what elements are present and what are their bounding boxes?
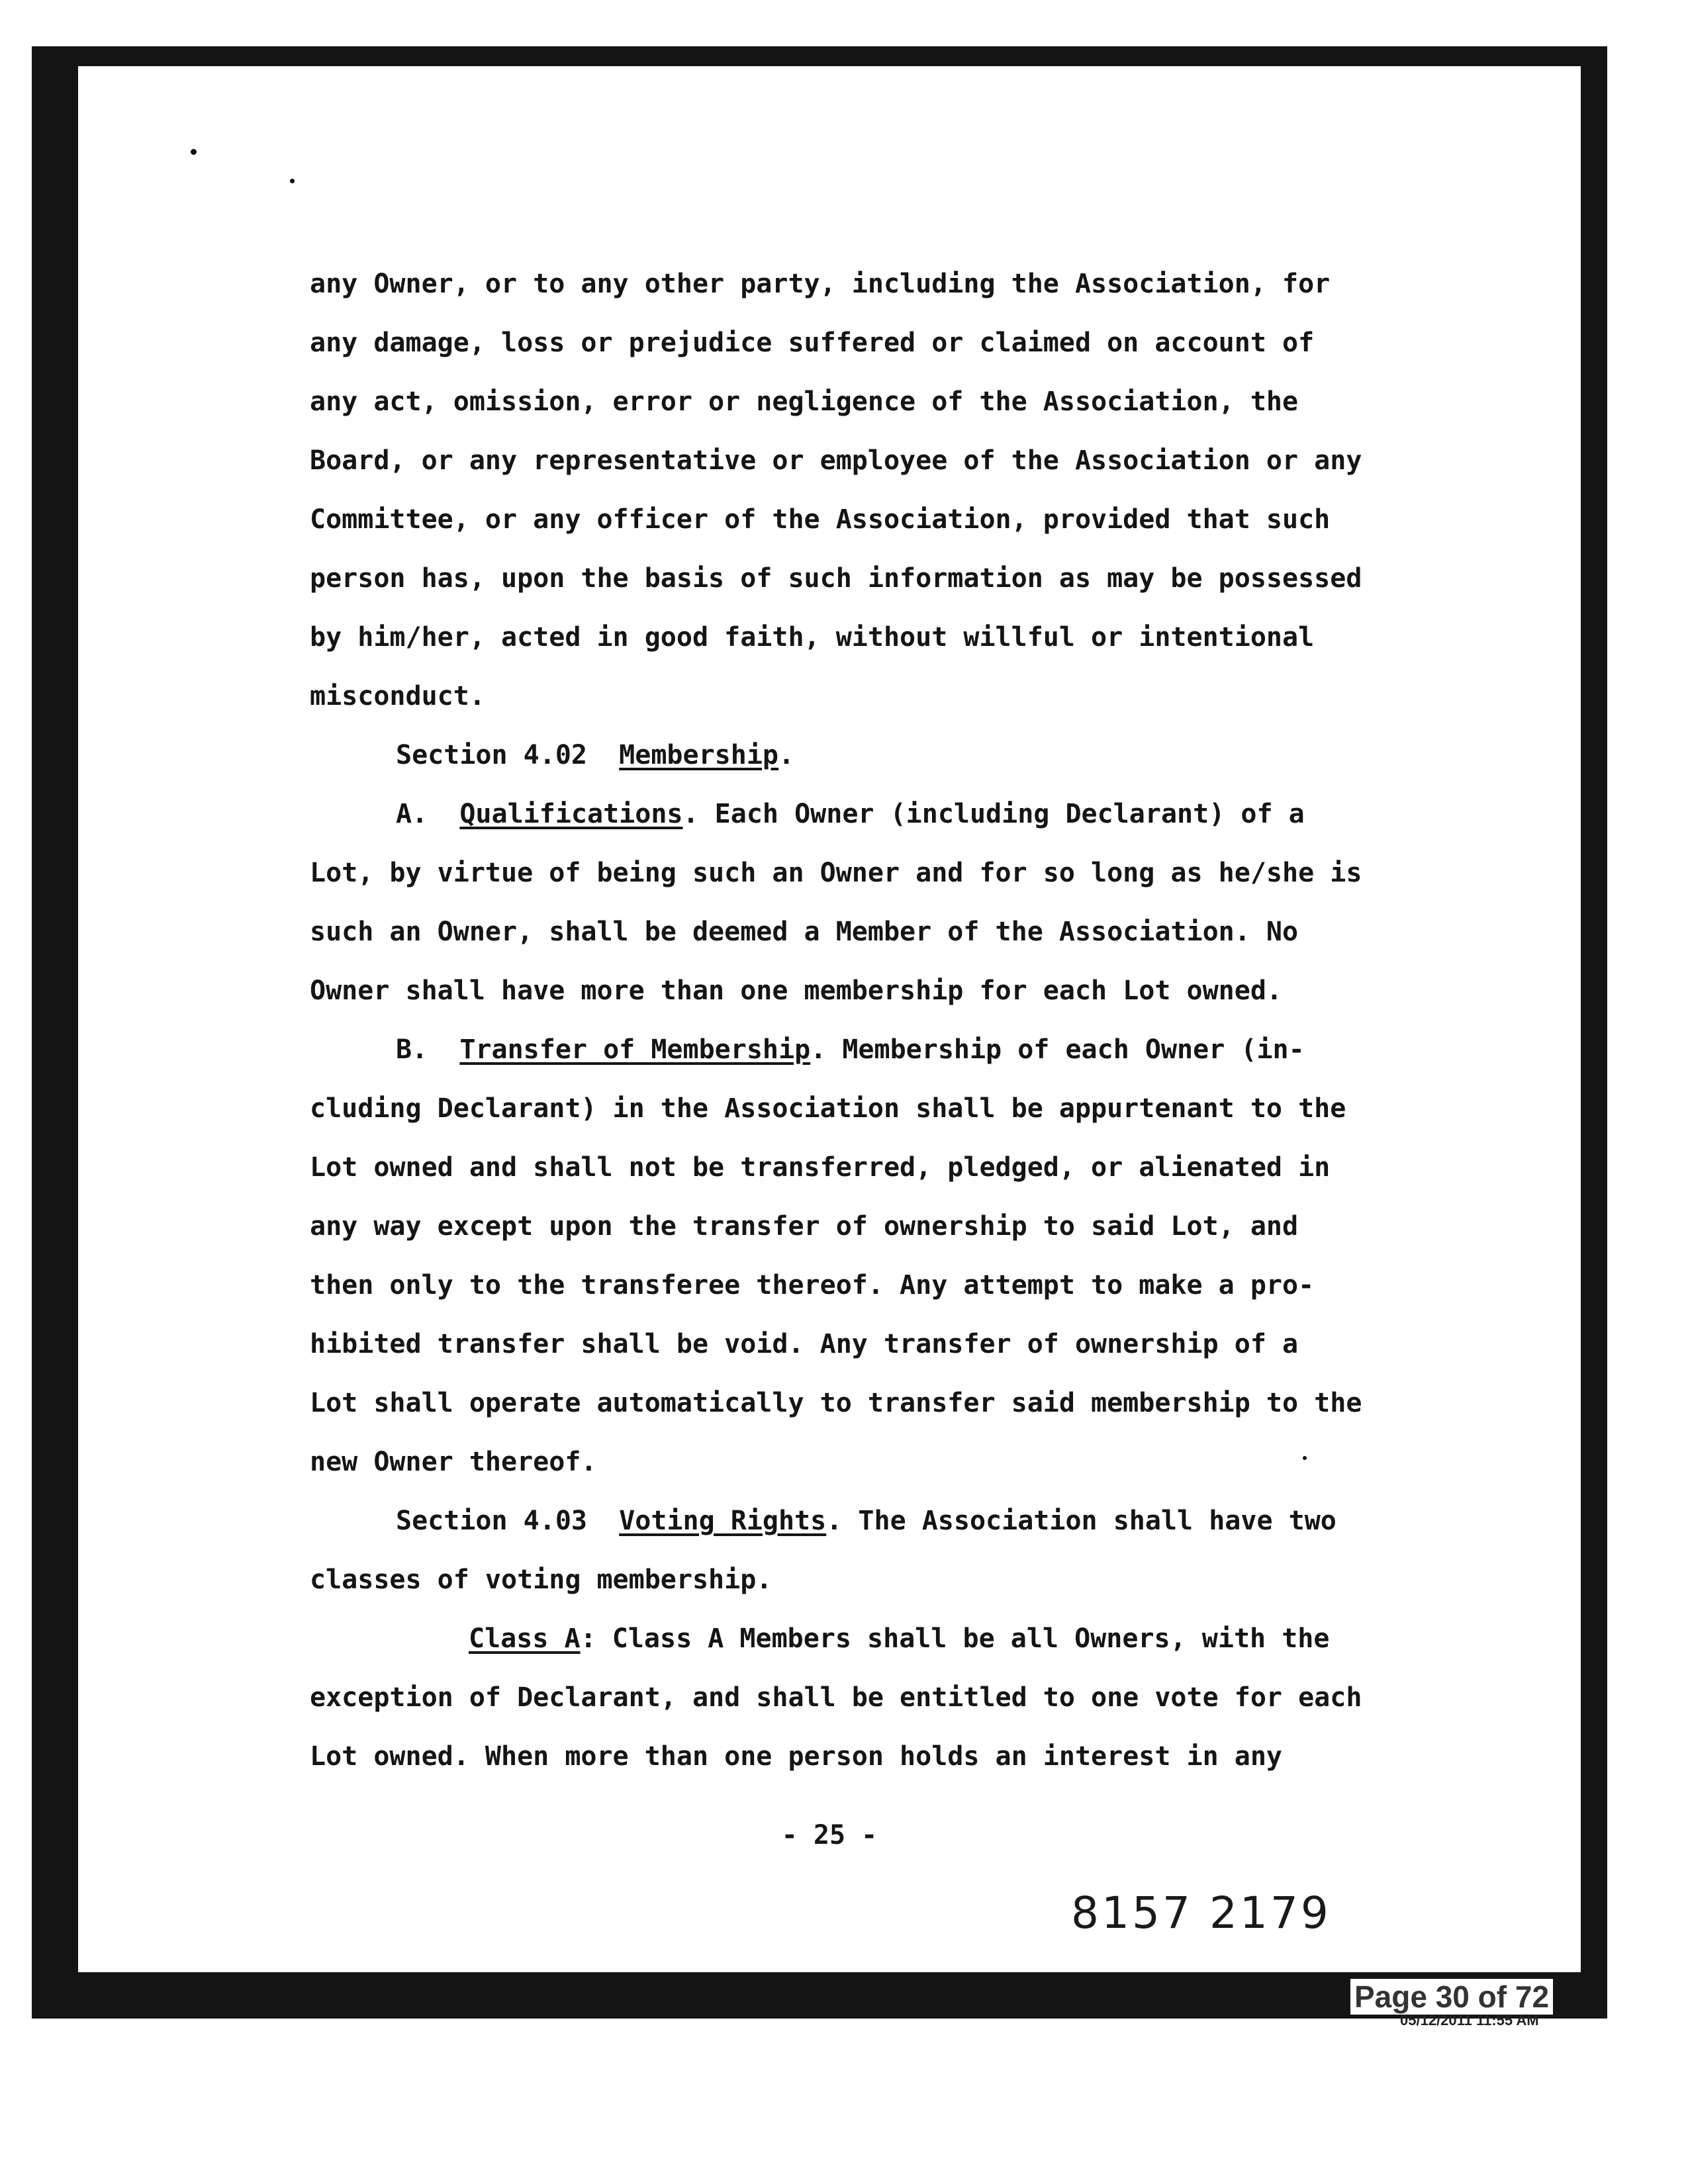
body-line: Lot shall operate automatically to transfer said membership to the <box>310 1388 1362 1418</box>
document-number: 8157 2179 <box>1071 1888 1331 1938</box>
section-label: Section 4.02 <box>396 740 587 770</box>
document-page <box>78 66 1581 1972</box>
body-line: Committee, or any officer of the Association, provided that such <box>310 504 1331 535</box>
scan-speck <box>290 179 295 183</box>
body-line: any way except upon the transfer of ownership to said Lot, and <box>310 1211 1299 1242</box>
body-line: classes of voting membership. <box>310 1565 773 1595</box>
scan-speck <box>191 149 197 155</box>
document-body <box>310 255 1534 1786</box>
body-line: such an Owner, shall be deemed a Member of the Association. No <box>310 917 1299 947</box>
body-line: any Owner, or to any other party, including the Association, for <box>310 269 1331 299</box>
class-text: : Class A Members shall be all Owners, with the <box>580 1623 1330 1654</box>
section-text: . The Association shall have two <box>826 1506 1336 1536</box>
item-title: Transfer of Membership <box>459 1034 811 1065</box>
page-number: - 25 - <box>781 1820 878 1850</box>
body-line: Lot owned and shall not be transferred, pledged, or alienated in <box>310 1152 1331 1183</box>
class-title: Class A <box>469 1623 581 1654</box>
body-line: any damage, loss or prejudice suffered or claimed on account of <box>310 328 1315 358</box>
body-line: cluding Declarant) in the Association shall be appurtenant to the <box>310 1093 1346 1124</box>
item-title: Qualifications <box>459 799 683 829</box>
body-line: misconduct. <box>310 681 485 711</box>
section-title: Voting Rights <box>619 1506 827 1536</box>
body-line: Board, or any representative or employee of the Association or any <box>310 445 1362 476</box>
section-title-period: . <box>778 740 795 770</box>
body-line: hibited transfer shall be void. Any transfer of ownership of a <box>310 1329 1299 1359</box>
section-4-02-heading <box>310 726 1534 785</box>
scan-border <box>32 46 1607 2019</box>
body-line: exception of Declarant, and shall be entitled to one vote for each <box>310 1682 1362 1713</box>
item-b-first-line <box>310 1021 1534 1079</box>
footer-timestamp: 05/12/2011 11:55 AM <box>1400 2012 1539 2028</box>
section-4-03-heading <box>310 1492 1534 1551</box>
item-marker: B. <box>396 1034 428 1065</box>
body-line: any act, omission, error or negligence of the Association, the <box>310 387 1299 417</box>
class-a-first-line <box>310 1610 1534 1668</box>
scan-speck <box>1303 1456 1307 1460</box>
body-line: by him/her, acted in good faith, without willful or intentional <box>310 622 1315 653</box>
body-line: then only to the transferee thereof. Any attempt to make a pro- <box>310 1270 1315 1300</box>
body-line: Lot owned. When more than one person holds an interest in any <box>310 1741 1283 1772</box>
item-text: . Each Owner (including Declarant) of a <box>682 799 1305 829</box>
item-marker: A. <box>396 799 428 829</box>
section-title: Membership <box>619 740 778 770</box>
footer-page-count: Page 30 of 72 <box>1350 1979 1553 2015</box>
item-text: . Membership of each Owner (in- <box>810 1034 1305 1065</box>
item-a-first-line <box>310 785 1534 844</box>
body-line: Owner shall have more than one membership for each Lot owned. <box>310 976 1283 1006</box>
section-label: Section 4.03 <box>396 1506 587 1536</box>
body-line: new Owner thereof. <box>310 1447 597 1477</box>
body-line: Lot, by virtue of being such an Owner and for so long as he/she is <box>310 858 1362 888</box>
body-line: person has, upon the basis of such information as may be possessed <box>310 563 1362 594</box>
